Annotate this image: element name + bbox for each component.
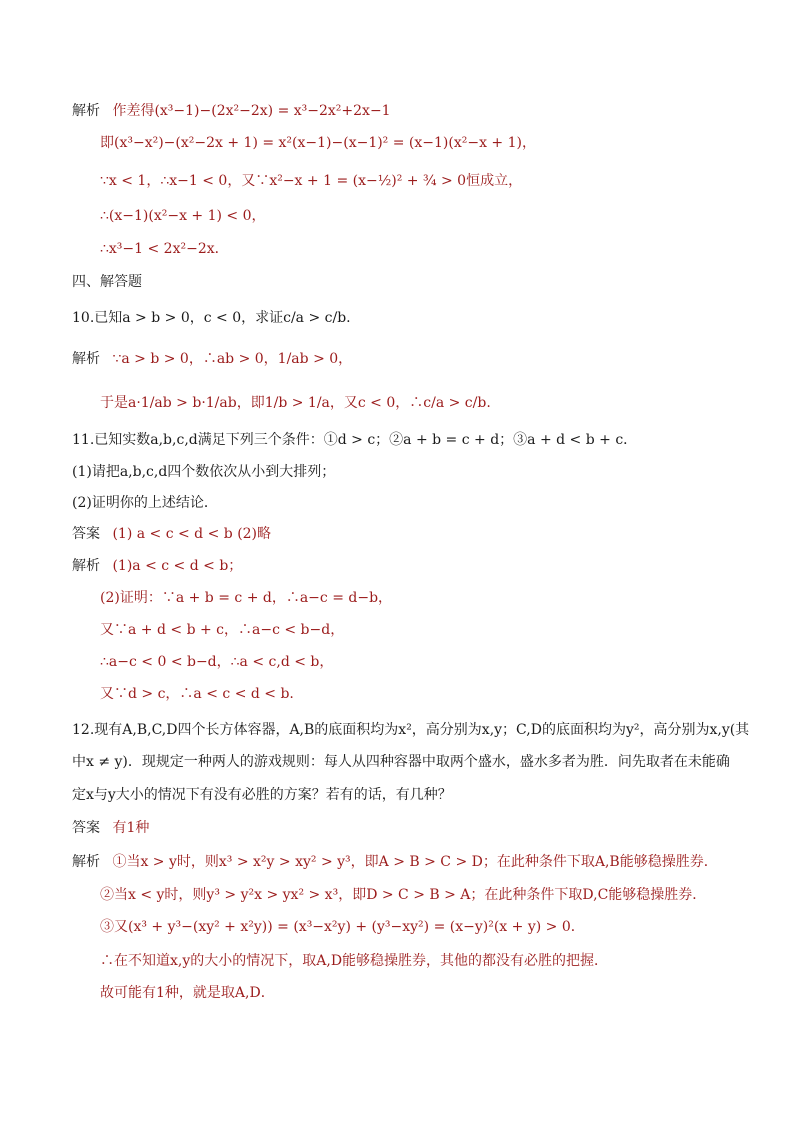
question-11-part-1: (1)请把a,b,c,d四个数依次从小到大排列； xyxy=(72,464,336,480)
question-11: 11.已知实数a,b,c,d满足下列三个条件：①d > c；②a + b = c + d；③a + d < b + c． xyxy=(72,432,638,448)
question-12-line-3: 定x与y大小的情况下有没有必胜的方案？若有的话，有几种？ xyxy=(72,787,452,803)
solution-12-line-5: 故可能有1种，就是取A,D． xyxy=(100,985,275,1001)
solution-11-line-3: 又∵a + d < b + c，∴a−c < b−d， xyxy=(100,622,345,638)
solution-label: 解析 xyxy=(72,103,100,119)
solution-label: 解析 xyxy=(72,351,100,367)
answer-label: 答案 xyxy=(72,820,100,836)
answer-text: (1) a < c < d < b (2)略 xyxy=(112,526,272,542)
solution-text: (1)a < c < d < b； xyxy=(112,558,243,574)
solution-10-line-1 xyxy=(72,349,352,369)
solution-11-line-2: (2)证明：∵a + b = c + d，∴a−c = d−b， xyxy=(100,590,393,606)
solution-label: 解析 xyxy=(72,854,100,870)
solution-10-line-2: 于是a·1/ab > b·1/ab，即1/b > 1/a，又c < 0，∴c/a > c/b. xyxy=(100,395,491,411)
question-12-line-1: 12.现有A,B,C,D四个长方体容器，A,B的底面积均为x²，高分别为x,y；C,D的底面积均为y²，高分别为x,y(其 xyxy=(72,722,750,738)
solution-9-line-5: ∴x³−1 < 2x²−2x． xyxy=(100,241,229,257)
solution-9-line-3: ∵x < 1，∴x−1 < 0，又∵x²−x + 1 = (x−½)² + ¾ > 0恒成立， xyxy=(100,173,523,189)
answer-12 xyxy=(72,818,149,838)
solution-12-line-3: ③又(x³ + y³−(xy² + x²y)) = (x³−x²y) + (y³−xy²) = (x−y)²(x + y) > 0． xyxy=(100,919,585,935)
answer-label: 答案 xyxy=(72,526,100,542)
solution-11-line-4: ∴a−c < 0 < b−d，∴a < c,d < b， xyxy=(100,654,334,670)
section-heading: 四、解答题 xyxy=(72,274,142,290)
solution-9-line-1 xyxy=(72,101,391,121)
solution-text: ①当x > y时，则x³ > x²y > xy² > y³，即A > B > C > D；在此种条件下取A,B能够稳操胜券． xyxy=(112,854,718,870)
solution-12-line-4: ∴在不知道x,y的大小的情况下，取A,D能够稳操胜券，其他的都没有必胜的把握． xyxy=(100,953,609,969)
solution-12-line-1 xyxy=(72,852,718,872)
solution-9-line-4: ∴(x−1)(x²−x + 1) < 0， xyxy=(100,208,266,224)
solution-text: 作差得(x³−1)−(2x²−2x) = x³−2x²+2x−1 xyxy=(112,103,391,119)
solution-9-line-2: 即(x³−x²)−(x²−2x + 1) = x²(x−1)−(x−1)² = (x−1)(x²−x + 1)， xyxy=(100,135,536,151)
question-10: 10.已知a > b > 0，c < 0，求证c/a > c/b. xyxy=(72,310,351,326)
solution-12-line-2: ②当x < y时，则y³ > y²x > yx² > x³，即D > C > B > A；在此种条件下取D,C能够稳操胜券． xyxy=(100,887,707,903)
answer-text: 有1种 xyxy=(112,820,150,836)
question-11-part-2: (2)证明你的上述结论． xyxy=(72,495,218,511)
solution-11-line-5: 又∵d > c，∴a < c < d < b. xyxy=(100,686,294,702)
answer-11 xyxy=(72,524,271,544)
solution-label: 解析 xyxy=(72,558,100,574)
solution-text: ∵a > b > 0，∴ab > 0，1/ab > 0， xyxy=(112,351,353,367)
question-12-line-2: 中x ≠ y)．现规定一种两人的游戏规则：每人从四种容器中取两个盛水，盛水多者为胜．问先取者在未能确 xyxy=(72,754,730,770)
solution-11-line-1 xyxy=(72,556,242,576)
